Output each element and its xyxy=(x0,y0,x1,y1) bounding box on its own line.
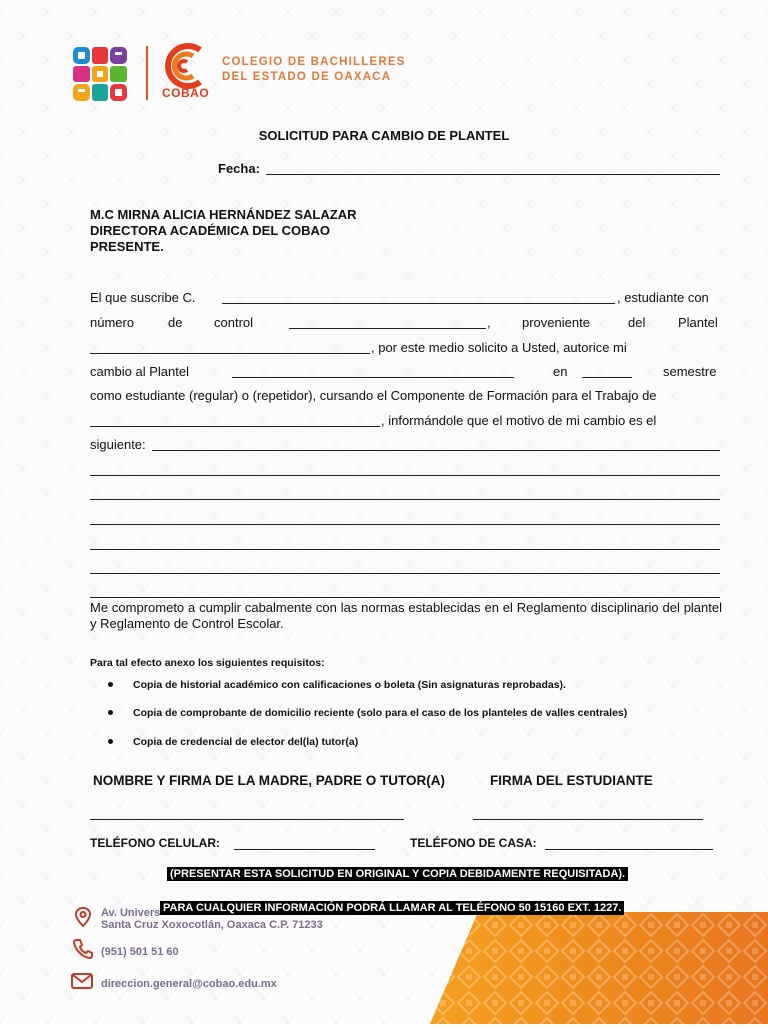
college-name xyxy=(222,55,406,85)
semester-field[interactable] xyxy=(582,377,632,378)
reason-field[interactable] xyxy=(152,450,720,451)
address-line1: Av. Univers xyxy=(101,907,161,919)
cobao-wordmark: COBAO xyxy=(162,86,210,100)
body-text: Plantel xyxy=(678,315,718,330)
body-text: en xyxy=(553,364,568,379)
cobao-logo xyxy=(160,42,210,90)
parent-signature-field[interactable] xyxy=(90,819,404,820)
reason-field[interactable] xyxy=(90,475,720,476)
home-phone-label: TELÉFONO DE CASA: xyxy=(410,836,537,850)
home-phone-field[interactable] xyxy=(545,849,713,850)
body-text: siguiente: xyxy=(90,437,146,452)
origin-plantel-field[interactable] xyxy=(90,353,370,354)
bullet-icon xyxy=(108,710,113,715)
college-name-line1: COLEGIO DE BACHILLERES xyxy=(222,56,406,68)
original-copy-notice: (PRESENTAR ESTA SOLICITUD EN ORIGINAL Y COPIA DEBIDAMENTE REQUISITADA). xyxy=(167,867,628,881)
college-name-line2: DEL ESTADO DE OAXACA xyxy=(222,71,392,83)
student-name-field[interactable] xyxy=(222,303,615,304)
info-phone-notice: PARA CUALQUIER INFORMACIÓN PODRÁ LLAMAR AL TELÉFONO 50 15160 EXT. 1227. xyxy=(160,901,624,915)
requirement-text: Copia de historial académico con calificaciones o boleta (Sin asignaturas reprobadas). xyxy=(133,679,566,691)
reason-field[interactable] xyxy=(90,549,720,550)
commitment-text: Me comprometo a cumplir cabalmente con las normas establecidas en el Reglamento disciplinario del plantel y Reglamento de Control Escolar. xyxy=(90,600,722,631)
requirement-item xyxy=(108,679,566,691)
reason-field[interactable] xyxy=(90,524,720,525)
date-label: Fecha: xyxy=(218,161,260,176)
body-text: , xyxy=(487,315,491,330)
student-signature-label: FIRMA DEL ESTUDIANTE xyxy=(490,773,653,788)
control-number-field[interactable] xyxy=(289,328,486,329)
form-title: SOLICITUD PARA CAMBIO DE PLANTEL xyxy=(258,128,510,143)
bullet-icon xyxy=(108,682,113,687)
body-text: como estudiante (regular) o (repetidor), cursando el Componente de Formación para el Trabajo de xyxy=(90,388,657,403)
date-field[interactable] xyxy=(266,174,720,175)
location-pin-icon xyxy=(72,906,94,928)
requirement-text: Copia de comprobante de domicilio reciente (solo para el caso de los planteles de valles centrales) xyxy=(133,707,628,719)
requirement-item xyxy=(108,707,627,719)
recipient-presente: PRESENTE. xyxy=(90,239,164,254)
body-text: cambio al Plantel xyxy=(90,364,189,379)
training-component-field[interactable] xyxy=(90,426,380,427)
reason-field[interactable] xyxy=(90,573,720,574)
body-text: , por este medio solicito a Usted, autorice mi xyxy=(371,340,627,355)
body-text: proveniente xyxy=(522,315,590,330)
body-text: del xyxy=(628,315,646,330)
reason-field[interactable] xyxy=(90,499,720,500)
body-text: número xyxy=(90,315,135,330)
requirement-item xyxy=(108,736,358,748)
body-text: semestre xyxy=(663,364,717,379)
body-text: , estudiante con xyxy=(617,290,709,305)
contact-email[interactable]: direccion.general@cobao.edu.mx xyxy=(101,978,277,990)
student-signature-field[interactable] xyxy=(473,819,703,820)
recipient-name: M.C MIRNA ALICIA HERNÁNDEZ SALAZAR xyxy=(90,207,357,222)
phone-icon xyxy=(72,937,94,959)
parent-signature-label: NOMBRE Y FIRMA DE LA MADRE, PADRE O TUTOR(A) xyxy=(93,773,446,788)
body-text: de xyxy=(168,315,183,330)
bullet-icon xyxy=(108,739,113,744)
reason-field[interactable] xyxy=(90,597,720,598)
body-text: control xyxy=(214,315,254,330)
email-icon xyxy=(70,970,92,992)
destination-plantel-field[interactable] xyxy=(232,377,514,378)
cell-phone-label: TELÉFONO CELULAR: xyxy=(90,836,220,850)
header-divider xyxy=(146,46,148,100)
recipient-block xyxy=(90,207,356,255)
address-line2: Santa Cruz Xoxocotlán, Oaxaca C.P. 71233 xyxy=(101,919,323,931)
oaxaca-mosaic-logo xyxy=(70,44,130,104)
requirements-intro: Para tal efecto anexo los siguientes requisitos: xyxy=(90,657,325,669)
body-text: , informándole que el motivo de mi cambio es el xyxy=(381,413,657,428)
contact-phone: (951) 501 51 60 xyxy=(101,946,179,958)
cell-phone-field[interactable] xyxy=(234,849,375,850)
recipient-position: DIRECTORA ACADÉMICA DEL COBAO xyxy=(90,223,331,238)
body-text: El que suscribe C. xyxy=(90,290,196,305)
footer-decorative-band xyxy=(430,912,768,1024)
requirement-text: Copia de credencial de elector del(la) tutor(a) xyxy=(133,736,359,748)
